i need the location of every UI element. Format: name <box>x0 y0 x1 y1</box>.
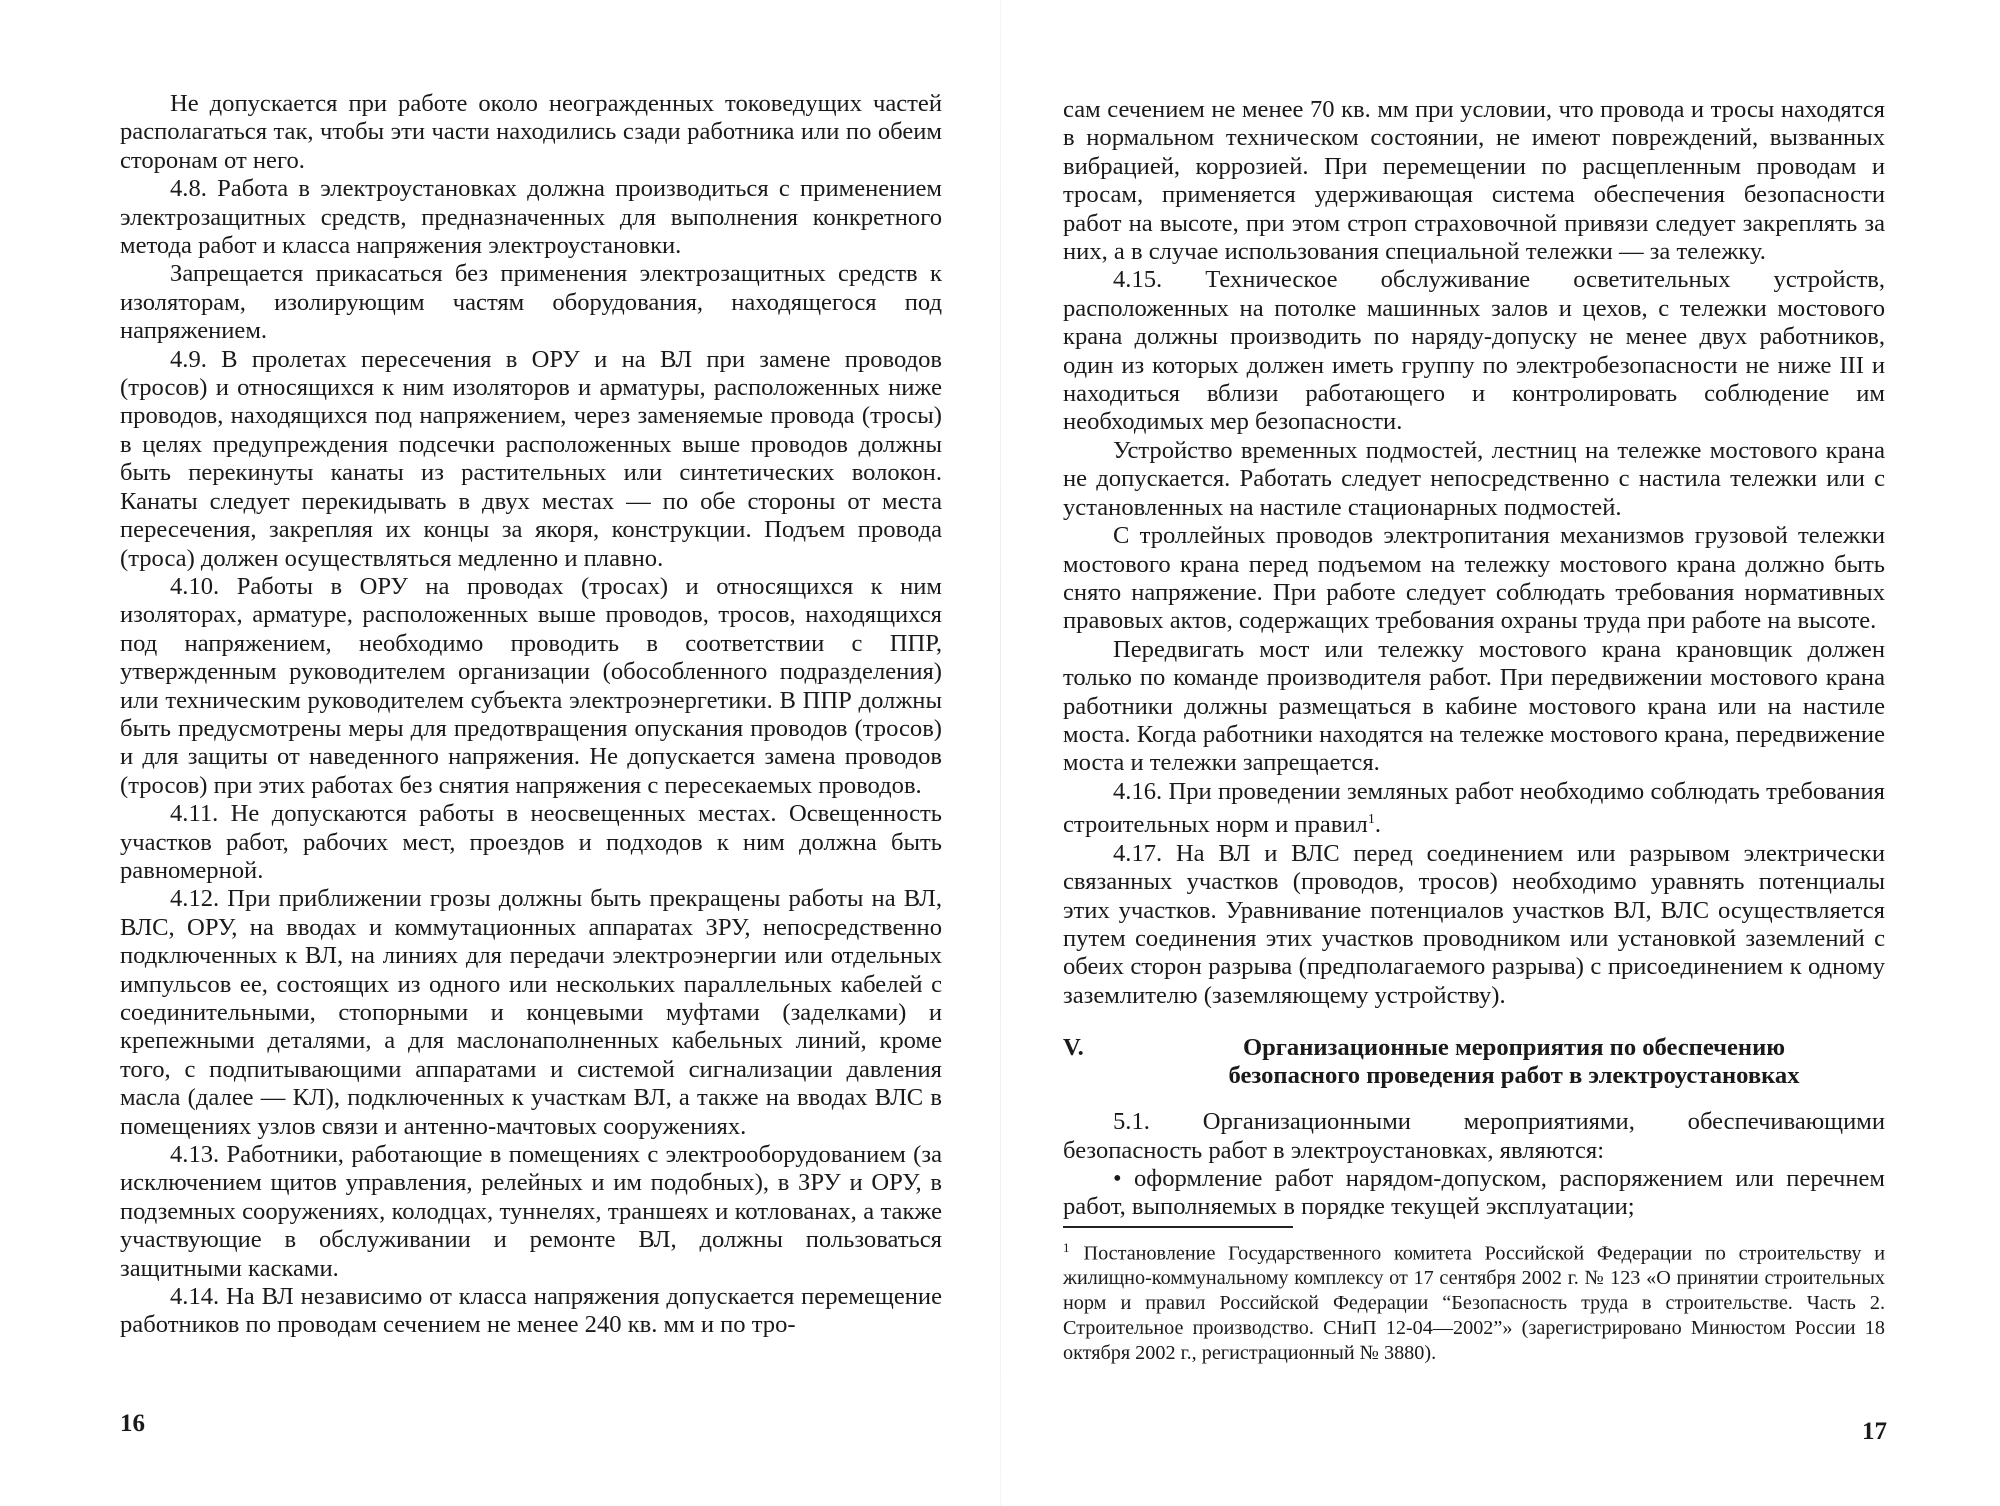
paragraph: 4.10. Работы в ОРУ на проводах (тросах) и относящихся к ним изоляторах, арматуре, расположенных выше проводов, тросов, находящихся под напряжением, необходимо проводить в соответствии с ППР, утвержденным руководителем организации (обособленного подразделения) или техническим руководителем субъекта электроэнергетики. В ППР должны быть предусмотрены меры для предотвращения опускания проводов (тросов) и для защиты от наведенного напряжения. Не допускается замена проводов (тросов) при этих работах без снятия напряжения с пересекаемых проводов. <box>120 572 942 799</box>
paragraph: Запрещается прикасаться без применения электрозащитных средств к изоляторам, изолирующим частям оборудования, находящегося под напряжением. <box>120 260 942 345</box>
footnote <box>1063 1236 1885 1366</box>
paragraph: 4.8. Работа в электроустановках должна производиться с применением электрозащитных средств, предназначенных для выполнения конкретного метода работ и класса напряжения электроустановки. <box>120 175 942 260</box>
paragraph: Устройство временных подмостей, лестниц на тележке мостового крана не допускается. Работать следует непосредственно с настила тележки или с установленных на настиле стационарных подмостей. <box>1063 436 1885 521</box>
paragraph: Передвигать мост или тележку мостового крана крановщик должен только по команде производителя работ. При передвижении мостового крана работники должны размещаться в кабине мостового крана или на настиле моста. Когда работники находятся на тележке мостового крана, передвижение моста и тележки запрещается. <box>1063 635 1885 777</box>
paragraph: 4.11. Не допускаются работы в неосвещенных местах. Освещенность участков работ, рабочих мест, проездов и подходов к ним должна быть равномерной. <box>120 800 942 884</box>
paragraph: 4.16. При проведении земляных работ необходимо соблюдать требования строительных норм и правил$^1$. <box>1063 777 1885 839</box>
paragraph: 4.13. Работники, работающие в помещениях с электрооборудованием (за исключением щитов управления, релейных и им подобных), в ЗРУ и ОРУ, в подземных сооружениях, колодцах, туннелях, траншеях и котлованах, а также участвующие в обслуживании и ремонте ВЛ, должны пользоваться защитными касками. <box>120 1141 942 1282</box>
paragraph: 4.17. На ВЛ и ВЛС перед соединением или разрывом электрически связанных участков (проводов, тросов) необходимо уравнять потенциалы этих участков. Уравнивание потенциалов участков ВЛ, ВЛС осуществляется путем соединения этих участков проводником или установкой заземлений с обеих сторон разрыва (предполагаемого разрыва) с присоединением к одному заземлителю (заземляющему устройству). <box>1063 839 1885 1009</box>
paragraph: С троллейных проводов электропитания механизмов грузовой тележки мостового крана перед подъемом на тележку мостового крана должно быть снято напряжение. При работе следует соблюдать требования нормативных правовых актов, содержащих требования охраны труда при работе на высоте. <box>1063 522 1885 635</box>
bullet-item: • оформление работ нарядом-допуском, распоряжением или перечнем работ, выполняемых в порядке текущей эксплуатации; <box>1063 1165 1885 1221</box>
page-number-left: 16 <box>120 1410 145 1437</box>
left-page <box>120 90 942 1340</box>
right-page <box>1063 96 1885 1366</box>
page-number-right: 17 <box>1862 1418 1887 1445</box>
section-title-line: безопасного проведения работ в электроустановках <box>1228 1062 1800 1090</box>
section-title-line: Организационные мероприятия по обеспечению <box>1242 1034 1786 1062</box>
footnote-reference: 1 <box>1367 812 1375 828</box>
paragraph: Не допускается при работе около неогражденных токоведущих частей располагаться так, чтобы эти части находились сзади работника или по обеим сторонам от него. <box>120 90 942 174</box>
footnote-divider <box>1063 1226 1293 1228</box>
section-title <box>1183 1034 1885 1090</box>
paragraph: 5.1. Организационными мероприятиями, обеспечивающими безопасность работ в электроустановках, являются: <box>1063 1108 1885 1164</box>
footnote-text: Постановление Государственного комитета Российской Федерации по строительству и жилищно-коммунальному комплексу от 17 сентября 2002 г. № 123 «О принятии строительных норм и правил Российской Федерации “Безопасность труда в строительстве. Часть 2. Строительное производство. СНиП 12-04—2002”» (зарегистрировано Минюстом России 18 октября 2002 г., регистрационный № 3880). <box>1063 1242 1885 1364</box>
paragraph: 4.14. На ВЛ независимо от класса напряжения допускается перемещение работников по проводам сечением не менее 240 кв. мм и по тро- <box>120 1283 942 1339</box>
footnote-marker: 1 <box>1063 1239 1070 1255</box>
book-spine <box>1000 0 1001 1506</box>
paragraph: сам сечением не менее 70 кв. мм при условии, что провода и тросы находятся в нормальном техническом состоянии, не имеют повреждений, вызванных вибрацией, коррозией. При перемещении по расщепленным проводам и тросам, применяется удерживающая система обеспечения безопасности работ на высоте, при этом строп страховочной привязи следует закреплять за них, а в случае использования специальной тележки — за тележку. <box>1063 96 1885 266</box>
paragraph: 4.15. Техническое обслуживание осветительных устройств, расположенных на потолке машинных залов и цехов, с тележки мостового крана должны производить по наряду-допуску не менее двух работников, один из которых должен иметь группу по электробезопасности не ниже III и находиться вблизи работающего и контролировать соблюдение им необходимых мер безопасности. <box>1063 266 1885 436</box>
paragraph: 4.9. В пролетах пересечения в ОРУ и на ВЛ при замене проводов (тросов) и относящихся к ним изоляторов и арматуры, расположенных ниже проводов, находящихся под напряжением, через заменяемые провода (тросы) в целях предупреждения подсечки расположенных выше проводов должны быть перекинуты канаты из растительных или синтетических волокон. Канаты следует перекидывать в двух местах — по обе стороны от места пересечения, закрепляя их концы за якоря, конструкции. Подъем провода (троса) должен осуществляться медленно и плавно. <box>120 345 942 572</box>
section-heading <box>1063 1034 1885 1090</box>
section-number: V. <box>1063 1034 1084 1062</box>
paragraph: 4.12. При приближении грозы должны быть прекращены работы на ВЛ, ВЛС, ОРУ, на вводах и коммутационных аппаратах ЗРУ, непосредственно подключенных к ВЛ, на линиях для передачи электроэнергии или отдельных импульсов ее, состоящих из одного или нескольких параллельных кабелей с соединительными, стопорными и концевыми муфтами (заделками) и крепежными деталями, а для маслонаполненных кабельных линий, кроме того, с подпитывающими аппаратами и системой сигнализации давления масла (далее — КЛ), подключенных к участкам ВЛ, а также на вводах ВЛС в помещениях узлов связи и антенно-мачтовых сооружениях. <box>120 885 942 1140</box>
paragraph-text: 4.16. При проведении земляных работ необходимо соблюдать требования строительных норм и правил <box>1063 777 1885 839</box>
